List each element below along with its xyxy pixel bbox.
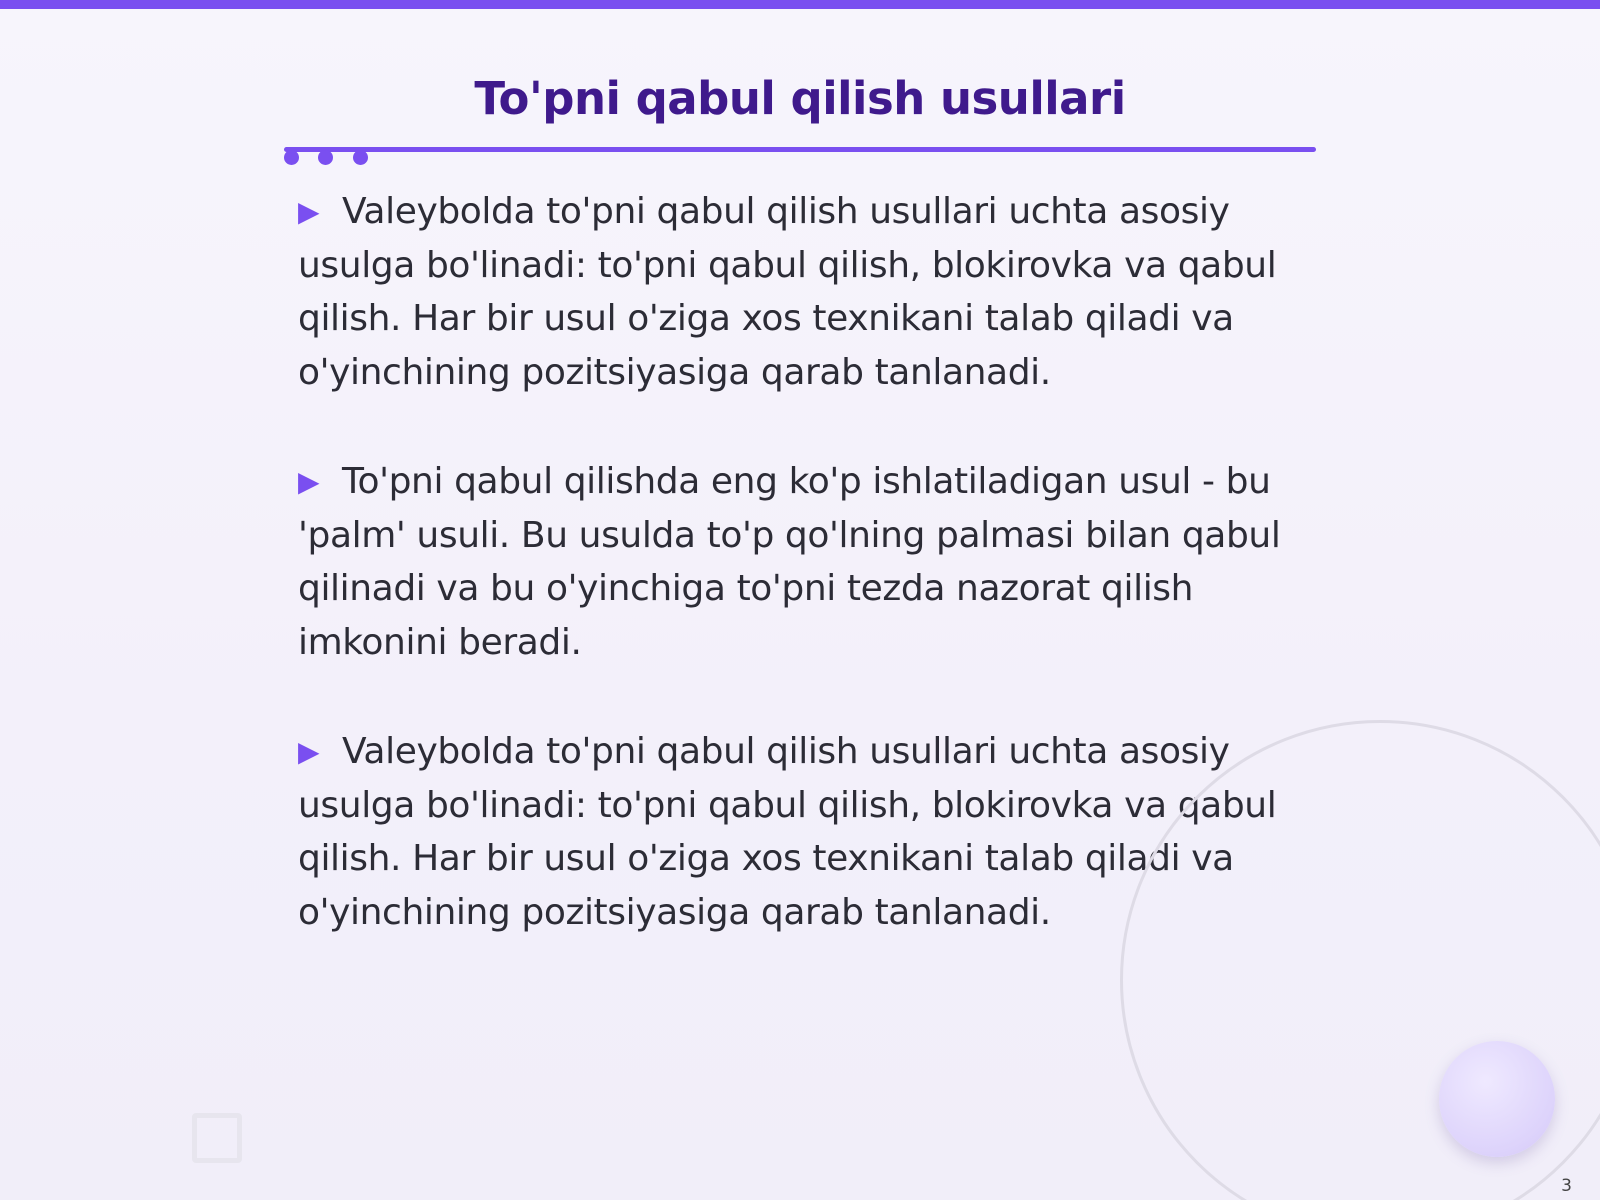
- decor-square-outline: [192, 1113, 242, 1163]
- paragraph-text: To'pni qabul qilishda eng ko'p ishlatiladigan usul - bu 'palm' usuli. Bu usulda to'p qo'lning palmasi bilan qabul qilinadi va bu o'yinchiga to'pni tezda nazorat qilish imkonini beradi.: [298, 461, 1281, 663]
- bullet-paragraph: [298, 185, 1318, 399]
- paragraph-text: Valeybolda to'pni qabul qilish usullari uchta asosiy usulga bo'linadi: to'pni qabul qilish, blokirovka va qabul qilish. Har bir usul o'ziga xos texnikani talab qiladi va o'yinchining pozitsiyasiga qarab tanlanadi.: [298, 191, 1277, 393]
- slide-title: To'pni qabul qilish usullari: [474, 72, 1126, 125]
- title-underline: [284, 147, 1316, 152]
- page-number: 3: [1561, 1176, 1572, 1196]
- decor-dot: [318, 150, 333, 165]
- decor-dot: [284, 150, 299, 165]
- triangle-bullet-icon: ▶: [298, 735, 320, 768]
- triangle-bullet-icon: ▶: [298, 465, 320, 498]
- decor-dot: [353, 150, 368, 165]
- decor-circle-filled: [1439, 1041, 1555, 1157]
- top-accent-bar: [0, 0, 1600, 9]
- bullet-paragraph: [298, 455, 1318, 669]
- paragraph-text: Valeybolda to'pni qabul qilish usullari uchta asosiy usulga bo'linadi: to'pni qabul qilish, blokirovka va qabul qilish. Har bir usul o'ziga xos texnikani talab qiladi va o'yinchining pozitsiyasiga qarab tanlanadi.: [298, 731, 1277, 933]
- triangle-bullet-icon: ▶: [298, 195, 320, 228]
